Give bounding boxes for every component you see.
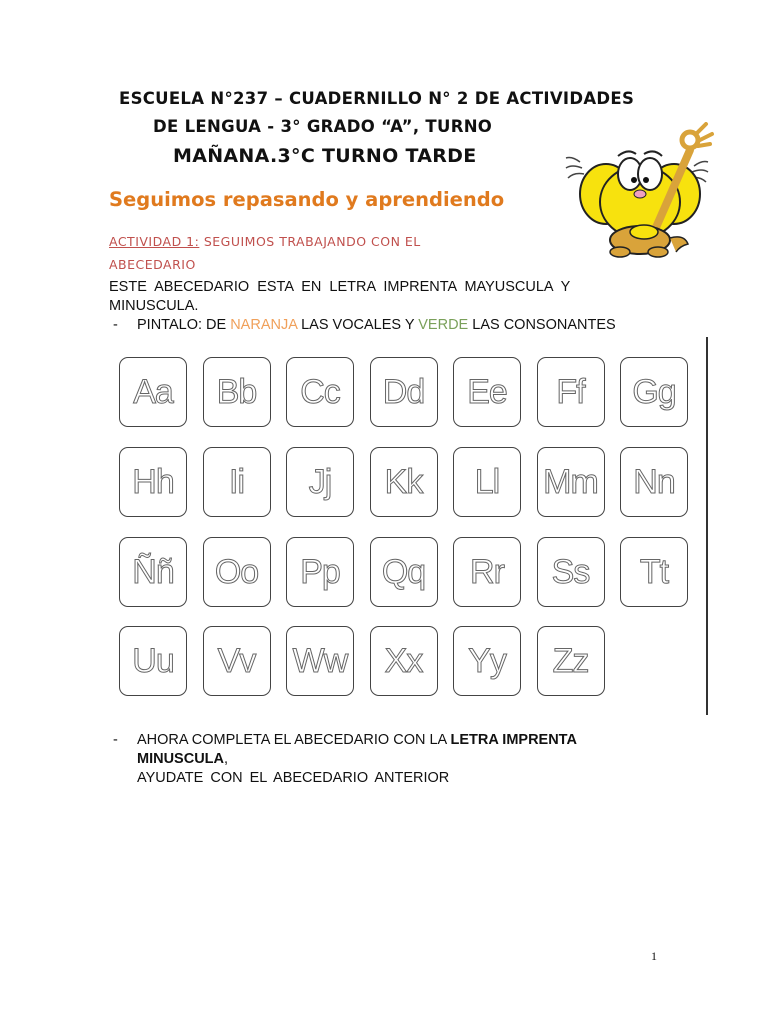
letter-box bbox=[286, 357, 354, 427]
letter-box bbox=[453, 537, 521, 607]
outline-letter-pair: Aa bbox=[133, 372, 173, 411]
outline-letter-pair: Ññ bbox=[132, 552, 174, 591]
header-line-3: MAÑANA.3°C TURNO TARDE bbox=[173, 145, 477, 167]
letter-box bbox=[119, 447, 187, 517]
activity-heading bbox=[109, 234, 421, 249]
letter-box bbox=[537, 447, 605, 517]
letter-box bbox=[453, 626, 521, 696]
instruction-text: AHORA COMPLETA EL ABECEDARIO CON LA bbox=[137, 732, 451, 748]
instruction-text: LAS CONSONANTES bbox=[468, 317, 616, 333]
outline-letter-pair: Qq bbox=[381, 552, 426, 591]
letter-box bbox=[370, 537, 438, 607]
intro-line-1: ESTE ABECEDARIO ESTA EN LETRA IMPRENTA MAYUSCULA Y bbox=[109, 279, 571, 295]
outline-letter-pair: Jj bbox=[308, 462, 332, 501]
outline-letter-pair: Kk bbox=[384, 462, 423, 501]
page-number: 1 bbox=[651, 949, 657, 963]
header-line-2: DE LENGUA - 3° GRADO “A”, TURNO bbox=[153, 117, 493, 136]
letter-box bbox=[620, 447, 688, 517]
outline-letter-pair: Ww bbox=[292, 641, 348, 680]
letter-box bbox=[119, 537, 187, 607]
letter-box bbox=[119, 357, 187, 427]
letter-box bbox=[620, 357, 688, 427]
outline-letter-pair: Ss bbox=[551, 552, 590, 591]
instruction-complete bbox=[113, 732, 577, 748]
outline-letter-pair: Ff bbox=[556, 372, 585, 411]
header-line-1: ESCUELA N°237 – CUADERNILLO N° 2 DE ACTIVIDADES bbox=[119, 89, 635, 108]
bold-text: MINUSCULA bbox=[137, 751, 224, 767]
outline-letter-pair: Vv bbox=[217, 641, 256, 680]
outline-letter-pair: Xx bbox=[384, 641, 423, 680]
activity-label: ACTIVIDAD 1: bbox=[109, 234, 200, 249]
letter-box bbox=[286, 447, 354, 517]
letter-box bbox=[119, 626, 187, 696]
letter-box bbox=[620, 537, 688, 607]
outline-letter-pair: Zz bbox=[552, 641, 589, 680]
intro-line-2: MINUSCULA. bbox=[109, 298, 199, 314]
outline-letter-pair: Uu bbox=[132, 641, 174, 680]
activity-heading-line2: ABECEDARIO bbox=[109, 257, 196, 272]
outline-letter-pair: Bb bbox=[216, 372, 257, 411]
instruction-complete-line3: AYUDATE CON EL ABECEDARIO ANTERIOR bbox=[137, 770, 450, 786]
instruction-text: , bbox=[224, 751, 229, 767]
letter-box bbox=[286, 537, 354, 607]
letter-box bbox=[203, 357, 271, 427]
orange-word: NARANJA bbox=[230, 317, 298, 333]
outline-letter-pair: Yy bbox=[468, 641, 506, 680]
outline-letter-pair: Nn bbox=[633, 462, 675, 501]
outline-letter-pair: Dd bbox=[382, 372, 425, 411]
instruction-complete-line2 bbox=[137, 751, 228, 767]
bullet-dash: - bbox=[113, 317, 118, 333]
outline-letter-pair: Pp bbox=[300, 552, 340, 591]
letter-box bbox=[453, 357, 521, 427]
outline-letter-pair: Gg bbox=[632, 372, 676, 411]
outline-letter-pair: Rr bbox=[470, 552, 504, 591]
letter-box bbox=[203, 537, 271, 607]
outline-letter-pair: Hh bbox=[132, 462, 174, 501]
outline-letter-pair: Oo bbox=[214, 552, 259, 591]
instruction-paint bbox=[113, 317, 616, 333]
letter-box bbox=[537, 537, 605, 607]
letter-box bbox=[370, 357, 438, 427]
bullet-dash: - bbox=[113, 732, 118, 748]
bold-text: LETRA IMPRENTA bbox=[450, 732, 577, 748]
outline-letter-pair: Tt bbox=[639, 552, 669, 591]
letter-box bbox=[453, 447, 521, 517]
letter-box bbox=[203, 447, 271, 517]
outline-letter-pair: Ii bbox=[229, 462, 244, 501]
vertical-rule bbox=[706, 337, 708, 715]
outline-letter-pair: Ll bbox=[474, 462, 500, 501]
green-word: VERDE bbox=[418, 317, 469, 333]
letter-box bbox=[370, 626, 438, 696]
outline-letter-pair: Mm bbox=[543, 462, 598, 501]
letter-box bbox=[203, 626, 271, 696]
letter-box bbox=[537, 357, 605, 427]
cat-mascot-icon bbox=[562, 122, 722, 258]
section-subtitle: Seguimos repasando y aprendiendo bbox=[109, 188, 505, 211]
letter-box bbox=[286, 626, 354, 696]
activity-title: SEGUIMOS TRABAJANDO CON EL bbox=[199, 234, 421, 249]
outline-letter-pair: Ee bbox=[467, 372, 507, 411]
instruction-text: LAS VOCALES Y bbox=[297, 317, 419, 333]
letter-box bbox=[537, 626, 605, 696]
outline-letter-pair: Cc bbox=[300, 372, 340, 411]
letter-box bbox=[370, 447, 438, 517]
instruction-text: PINTALO: DE bbox=[137, 317, 231, 333]
